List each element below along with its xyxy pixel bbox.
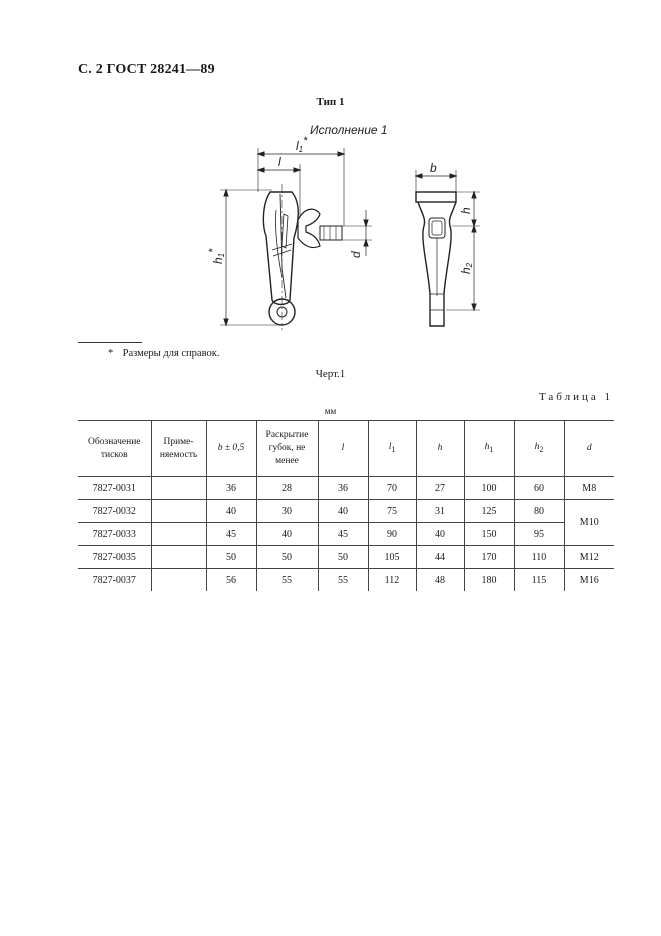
dim-h1-star: * — [207, 248, 219, 253]
type-title: Тип 1 — [316, 96, 345, 108]
cell-h1: 180 — [464, 569, 514, 592]
cell-h2: 95 — [514, 523, 564, 546]
dim-l1-label — [296, 135, 308, 154]
col-application: Приме- няемость — [151, 421, 206, 477]
dim-h1-main: h — [211, 257, 225, 264]
cell-h1: 170 — [464, 546, 514, 569]
cell-d-merged: М10 — [564, 500, 614, 546]
svg-text:h: h — [459, 207, 473, 214]
table-row — [78, 500, 614, 523]
cell-app — [151, 523, 206, 546]
table-row — [78, 477, 614, 500]
page-header: С. 2 ГОСТ 28241—89 — [78, 62, 215, 77]
cell-l1: 75 — [368, 500, 416, 523]
cell-l: 50 — [318, 546, 368, 569]
dim-h2-label — [459, 262, 474, 274]
footnote — [108, 348, 219, 359]
cell-h: 40 — [416, 523, 464, 546]
cell-l: 40 — [318, 500, 368, 523]
col-h: h — [416, 421, 464, 477]
col-b: b ± 0,5 — [206, 421, 256, 477]
table-label: Таблица 1 — [538, 391, 613, 403]
footnote-rule — [78, 342, 142, 343]
cell-code: 7827-0031 — [78, 477, 151, 500]
cell-l1: 105 — [368, 546, 416, 569]
cell-jaw: 30 — [256, 500, 318, 523]
col-designation: Обозначение тисков — [78, 421, 151, 477]
dim-d-label — [349, 251, 363, 258]
cell-h: 27 — [416, 477, 464, 500]
cell-app — [151, 546, 206, 569]
cell-app — [151, 477, 206, 500]
technical-drawing — [200, 118, 500, 338]
cell-l: 36 — [318, 477, 368, 500]
cell-h2: 110 — [514, 546, 564, 569]
cell-jaw: 50 — [256, 546, 318, 569]
cell-h2: 115 — [514, 569, 564, 592]
wing-nut — [298, 209, 320, 247]
spec-table — [78, 420, 614, 591]
screw — [320, 226, 342, 240]
dim-h2-sub: 2 — [465, 262, 474, 268]
dim-l1-main: l — [296, 139, 299, 153]
cell-code: 7827-0037 — [78, 569, 151, 592]
dim-h-label — [459, 207, 473, 214]
col-h2: $h_2$ — [514, 421, 564, 477]
cell-jaw: 28 — [256, 477, 318, 500]
footnote-star: * — [108, 348, 114, 359]
cell-l1: 90 — [368, 523, 416, 546]
cell-h1: 150 — [464, 523, 514, 546]
front-jaw-top — [416, 192, 456, 202]
cell-b: 50 — [206, 546, 256, 569]
cell-code: 7827-0032 — [78, 500, 151, 523]
cell-app — [151, 500, 206, 523]
dim-b-label: b — [430, 161, 437, 175]
cell-h: 48 — [416, 569, 464, 592]
cell-b: 45 — [206, 523, 256, 546]
vise-jaw-slot — [282, 214, 288, 248]
cell-d: М16 — [564, 569, 614, 592]
cell-l: 45 — [318, 523, 368, 546]
footnote-text: Размеры для справок. — [122, 348, 220, 359]
cell-b: 36 — [206, 477, 256, 500]
svg-text:d: d — [349, 251, 363, 258]
cell-code: 7827-0033 — [78, 523, 151, 546]
cell-jaw: 40 — [256, 523, 318, 546]
variant-label: Исполнение 1 — [310, 123, 388, 137]
svg-text:h1* — [207, 248, 226, 264]
table-row — [78, 523, 614, 546]
dim-h1-sub: 1 — [217, 252, 226, 258]
cell-h2: 60 — [514, 477, 564, 500]
cell-h: 31 — [416, 500, 464, 523]
dim-l1-sub: 1 — [298, 145, 304, 154]
table-header-row — [78, 421, 614, 477]
cell-d: М8 — [564, 477, 614, 500]
col-l: l — [318, 421, 368, 477]
cell-b: 56 — [206, 569, 256, 592]
cell-l1: 70 — [368, 477, 416, 500]
cell-h2: 80 — [514, 500, 564, 523]
col-l1: $l_1$ — [368, 421, 416, 477]
cell-b: 40 — [206, 500, 256, 523]
cell-l1: 112 — [368, 569, 416, 592]
cell-jaw: 55 — [256, 569, 318, 592]
cell-app — [151, 569, 206, 592]
cell-h1: 125 — [464, 500, 514, 523]
cell-h: 44 — [416, 546, 464, 569]
dim-l-label: l — [278, 155, 281, 169]
dim-l1-star: * — [303, 135, 308, 147]
table-row — [78, 569, 614, 592]
col-d: d — [564, 421, 614, 477]
cell-d: М12 — [564, 546, 614, 569]
cell-l: 55 — [318, 569, 368, 592]
col-jaw-opening: Раскрытие губок, не менее — [256, 421, 318, 477]
units-label: мм — [324, 406, 337, 416]
cell-code: 7827-0035 — [78, 546, 151, 569]
vise-drawing-svg — [200, 118, 500, 338]
figure-label: Черт.1 — [315, 368, 346, 380]
table-row — [78, 546, 614, 569]
svg-text:h2 — [459, 262, 474, 274]
dim-h2-main: h — [459, 267, 473, 274]
cell-h1: 100 — [464, 477, 514, 500]
dim-h1-label — [207, 248, 226, 264]
col-h1: $h_1$ — [464, 421, 514, 477]
